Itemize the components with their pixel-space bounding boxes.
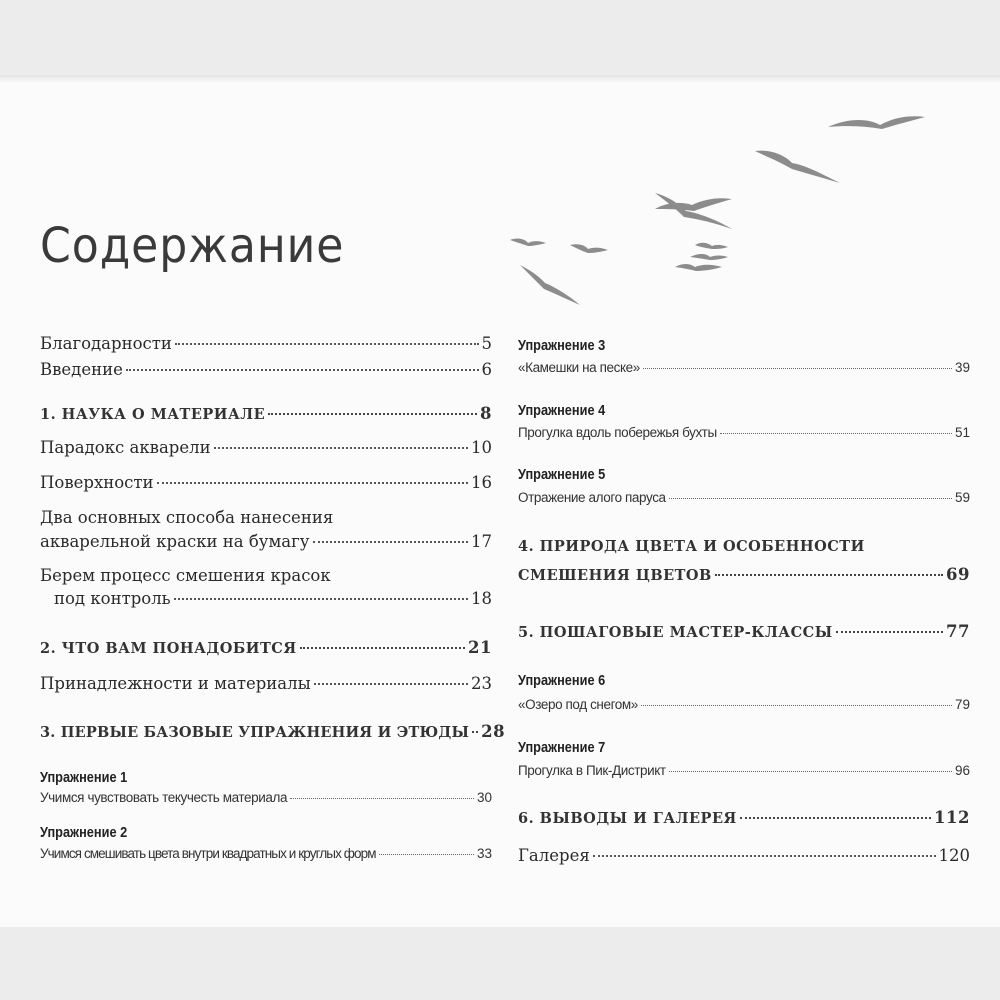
- leader-dots: [175, 343, 479, 345]
- exercise-entry: [518, 360, 970, 375]
- leader-dots: [720, 433, 952, 434]
- toc-page: 18: [471, 589, 492, 608]
- exercise-heading: Упражнение 3: [518, 338, 606, 354]
- toc-label: Принадлежности и материалы: [40, 674, 311, 693]
- toc-page: 17: [471, 532, 492, 551]
- exercise-page: 96: [954, 763, 970, 778]
- toc-chapter: [518, 808, 970, 827]
- leader-dots: [290, 798, 474, 799]
- leader-dots: [313, 541, 469, 543]
- toc-page: 16: [471, 473, 492, 492]
- exercise-heading: Упражнение 5: [518, 467, 606, 483]
- exercise-heading: Упражнение 4: [518, 403, 606, 419]
- leader-dots: [643, 368, 952, 369]
- chapter-page: 8: [480, 404, 492, 423]
- toc-entry: [40, 334, 492, 353]
- chapter-label-line1: 4. ПРИРОДА ЦВЕТА И ОСОБЕННОСТИ: [518, 538, 865, 555]
- toc-label: Введение: [40, 360, 123, 379]
- page-title: Содержание: [40, 218, 345, 274]
- toc-page: 6: [481, 360, 492, 379]
- chapter-page: 21: [468, 638, 492, 657]
- exercise-heading: Упражнение 1: [40, 770, 128, 786]
- toc-chapter: [40, 404, 492, 423]
- chapter-label: 5. ПОШАГОВЫЕ МАСТЕР-КЛАССЫ: [518, 624, 833, 641]
- exercise-entry: [518, 763, 970, 778]
- leader-dots: [593, 855, 936, 857]
- toc-entry: [40, 589, 492, 608]
- toc-label: под контроль: [54, 589, 171, 608]
- toc-chapter: [40, 722, 506, 741]
- toc-label: Благодарности: [40, 334, 172, 353]
- toc-entry: [518, 846, 970, 865]
- exercise-heading: Упражнение 6: [518, 673, 606, 689]
- exercise-entry: [40, 790, 492, 805]
- exercise-page: 39: [954, 360, 970, 375]
- chapter-page: 112: [934, 808, 970, 827]
- birds-illustration: [470, 105, 940, 320]
- toc-label: акварельной краски на бумагу: [40, 532, 310, 551]
- exercise-page: 30: [476, 790, 492, 805]
- exercise-label: Отражение алого паруса: [518, 490, 666, 505]
- leader-dots: [472, 731, 478, 733]
- exercise-label: «Камешки на песке»: [518, 360, 640, 375]
- leader-dots: [641, 705, 952, 706]
- page-edge-shadow: [0, 75, 1000, 83]
- toc-label: Галерея: [518, 846, 590, 865]
- leader-dots: [314, 683, 468, 685]
- toc-entry-line1: Берем процесс смешения красок: [40, 566, 331, 585]
- leader-dots: [379, 854, 474, 855]
- exercise-heading: Упражнение 2: [40, 825, 128, 841]
- toc-chapter: [40, 638, 492, 657]
- toc-entry: [40, 532, 492, 551]
- leader-dots: [669, 771, 952, 772]
- exercise-entry: [518, 697, 970, 712]
- leader-dots: [126, 369, 479, 371]
- leader-dots: [268, 413, 477, 415]
- toc-entry-line1: Два основных способа нанесения: [40, 508, 334, 527]
- chapter-label: 1. НАУКА О МАТЕРИАЛЕ: [40, 406, 266, 423]
- exercise-label: Прогулка в Пик-Дистрикт: [518, 763, 666, 778]
- leader-dots: [174, 598, 468, 600]
- leader-dots: [836, 631, 943, 633]
- chapter-label: 6. ВЫВОДЫ И ГАЛЕРЕЯ: [518, 810, 737, 827]
- leader-dots: [157, 482, 468, 484]
- exercise-page: 79: [954, 697, 970, 712]
- exercise-page: 33: [476, 846, 492, 861]
- leader-dots: [715, 574, 943, 576]
- exercise-label: Прогулка вдоль побережья бухты: [518, 425, 717, 440]
- exercise-entry: [518, 425, 970, 440]
- chapter-page: 69: [946, 565, 970, 584]
- toc-page: 10: [471, 438, 492, 457]
- exercise-entry: [518, 490, 970, 505]
- exercise-label: Учимся чувствовать текучесть материала: [40, 790, 288, 805]
- toc-page: 5: [481, 334, 492, 353]
- leader-dots: [740, 817, 931, 819]
- toc-chapter: [518, 622, 970, 641]
- toc-entry: [40, 473, 492, 492]
- toc-entry: [40, 674, 492, 693]
- exercise-label: «Озеро под снегом»: [518, 697, 638, 712]
- exercise-heading: Упражнение 7: [518, 740, 606, 756]
- exercise-entry: [40, 846, 492, 861]
- exercise-page: 51: [954, 425, 970, 440]
- toc-chapter: [518, 565, 970, 584]
- toc-page: 120: [938, 846, 970, 865]
- exercise-label: Учимся смешивать цвета внутри квадратных и круглых форм: [40, 846, 376, 861]
- chapter-label: 3. ПЕРВЫЕ БАЗОВЫЕ УПРАЖНЕНИЯ И ЭТЮДЫ: [40, 724, 470, 741]
- toc-label: Поверхности: [40, 473, 154, 492]
- chapter-label: 2. ЧТО ВАМ ПОНАДОБИТСЯ: [40, 640, 297, 657]
- chapter-label: СМЕШЕНИЯ ЦВЕТОВ: [518, 567, 712, 584]
- chapter-page: 28: [481, 722, 506, 741]
- exercise-page: 59: [954, 490, 970, 505]
- leader-dots: [214, 447, 468, 449]
- toc-page: 23: [471, 674, 492, 693]
- toc-entry: [40, 360, 492, 379]
- toc-entry: [40, 438, 492, 457]
- toc-label: Парадокс акварели: [40, 438, 211, 457]
- chapter-page: 77: [946, 622, 970, 641]
- leader-dots: [669, 498, 952, 499]
- leader-dots: [300, 647, 465, 649]
